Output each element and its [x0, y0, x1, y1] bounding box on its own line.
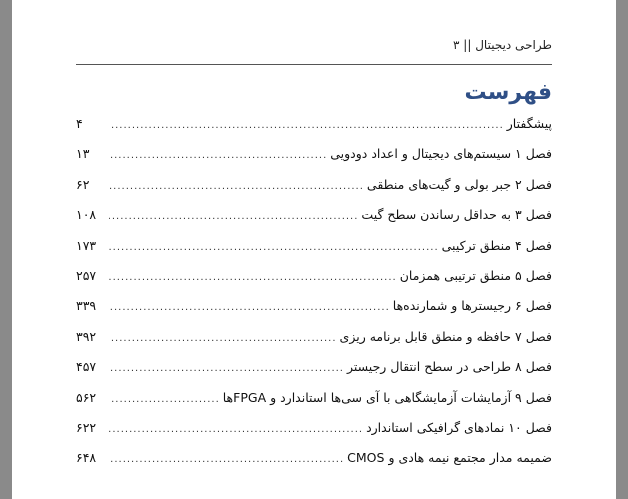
toc-entry-label: فصل ۲ جبر بولی و گیت‌های منطقی — [366, 176, 552, 192]
toc-leader-dots — [109, 424, 363, 435]
toc-leader-dots — [109, 363, 344, 374]
toc-entry-label: پیشگفتار — [506, 116, 552, 131]
running-head: طراحی دیجیتال || ۳ — [453, 38, 552, 52]
document-page — [12, 0, 616, 499]
toc-leader-dots — [109, 302, 390, 313]
toc-entry-page: ۱۷۳ — [76, 237, 97, 253]
toc-entry-page: ۲۵۷ — [76, 267, 97, 283]
toc-entry-label: فصل ۶ رجیسترها و شمارنده‌ها — [392, 298, 552, 314]
toc-entry-label: فصل ۹ آزمایشات آزمایشگاهی با آی سی‌ها استاندارد و FPGAها — [222, 389, 552, 405]
toc-entry-chapter-8[interactable] — [76, 359, 552, 389]
toc-leader-dots — [109, 272, 397, 283]
toc-leader-dots — [109, 211, 358, 222]
toc-list — [76, 116, 552, 481]
toc-entry-label: فصل ۳ به حداقل رساندن سطح گیت — [361, 207, 552, 223]
toc-entry-chapter-5[interactable] — [76, 268, 552, 298]
toc-entry-page: ۱۰۸ — [76, 207, 97, 223]
header-rule — [76, 64, 552, 65]
toc-leader-dots — [109, 150, 327, 161]
toc-entry-chapter-6[interactable] — [76, 298, 552, 328]
toc-entry-chapter-10[interactable] — [76, 420, 552, 450]
toc-entry-preface[interactable] — [76, 116, 552, 146]
toc-entry-page: ۳۳۹ — [76, 298, 97, 314]
toc-entry-page: ۴۵۷ — [76, 359, 97, 375]
toc-entry-page: ۱۳ — [76, 146, 90, 162]
toc-entry-page: ۶۲۲ — [76, 419, 97, 435]
toc-entry-label: فصل ۵ منطق ترتیبی همزمان — [399, 267, 552, 283]
toc-entry-label: فصل ۱ سیستم‌های دیجیتال و اعداد دودویی — [330, 146, 552, 162]
toc-title: فهرست — [464, 80, 552, 105]
toc-leader-dots — [109, 242, 439, 253]
toc-entry-chapter-9[interactable] — [76, 390, 552, 420]
toc-leader-dots — [109, 181, 364, 192]
toc-entry-chapter-2[interactable] — [76, 177, 552, 207]
toc-entry-page: ۴ — [76, 116, 83, 131]
toc-entry-page: ۵۶۲ — [76, 389, 97, 405]
toc-entry-page: ۶۲ — [76, 176, 90, 192]
toc-entry-appendix[interactable] — [76, 450, 552, 480]
toc-entry-label: فصل ۴ منطق ترکیبی — [441, 237, 552, 253]
toc-entry-label: فصل ۷ حافظه و منطق قابل برنامه ریزی — [339, 328, 552, 344]
toc-entry-chapter-4[interactable] — [76, 238, 552, 268]
toc-entry-label: ضمیمه مدار مجتمع نیمه هادی و CMOS — [347, 450, 552, 466]
toc-leader-dots — [109, 454, 344, 465]
toc-entry-label: فصل ۱۰ نمادهای گرافیکی استاندارد — [366, 419, 552, 435]
toc-leader-dots — [109, 333, 337, 344]
toc-entry-chapter-3[interactable] — [76, 207, 552, 237]
toc-leader-dots — [109, 394, 220, 405]
toc-entry-chapter-7[interactable] — [76, 329, 552, 359]
toc-entry-page: ۳۹۲ — [76, 328, 97, 344]
toc-entry-chapter-1[interactable] — [76, 146, 552, 176]
toc-leader-dots — [109, 120, 504, 131]
toc-entry-page: ۶۴۸ — [76, 450, 97, 466]
toc-entry-label: فصل ۸ طراحی در سطح انتقال رجیستر — [346, 359, 552, 375]
